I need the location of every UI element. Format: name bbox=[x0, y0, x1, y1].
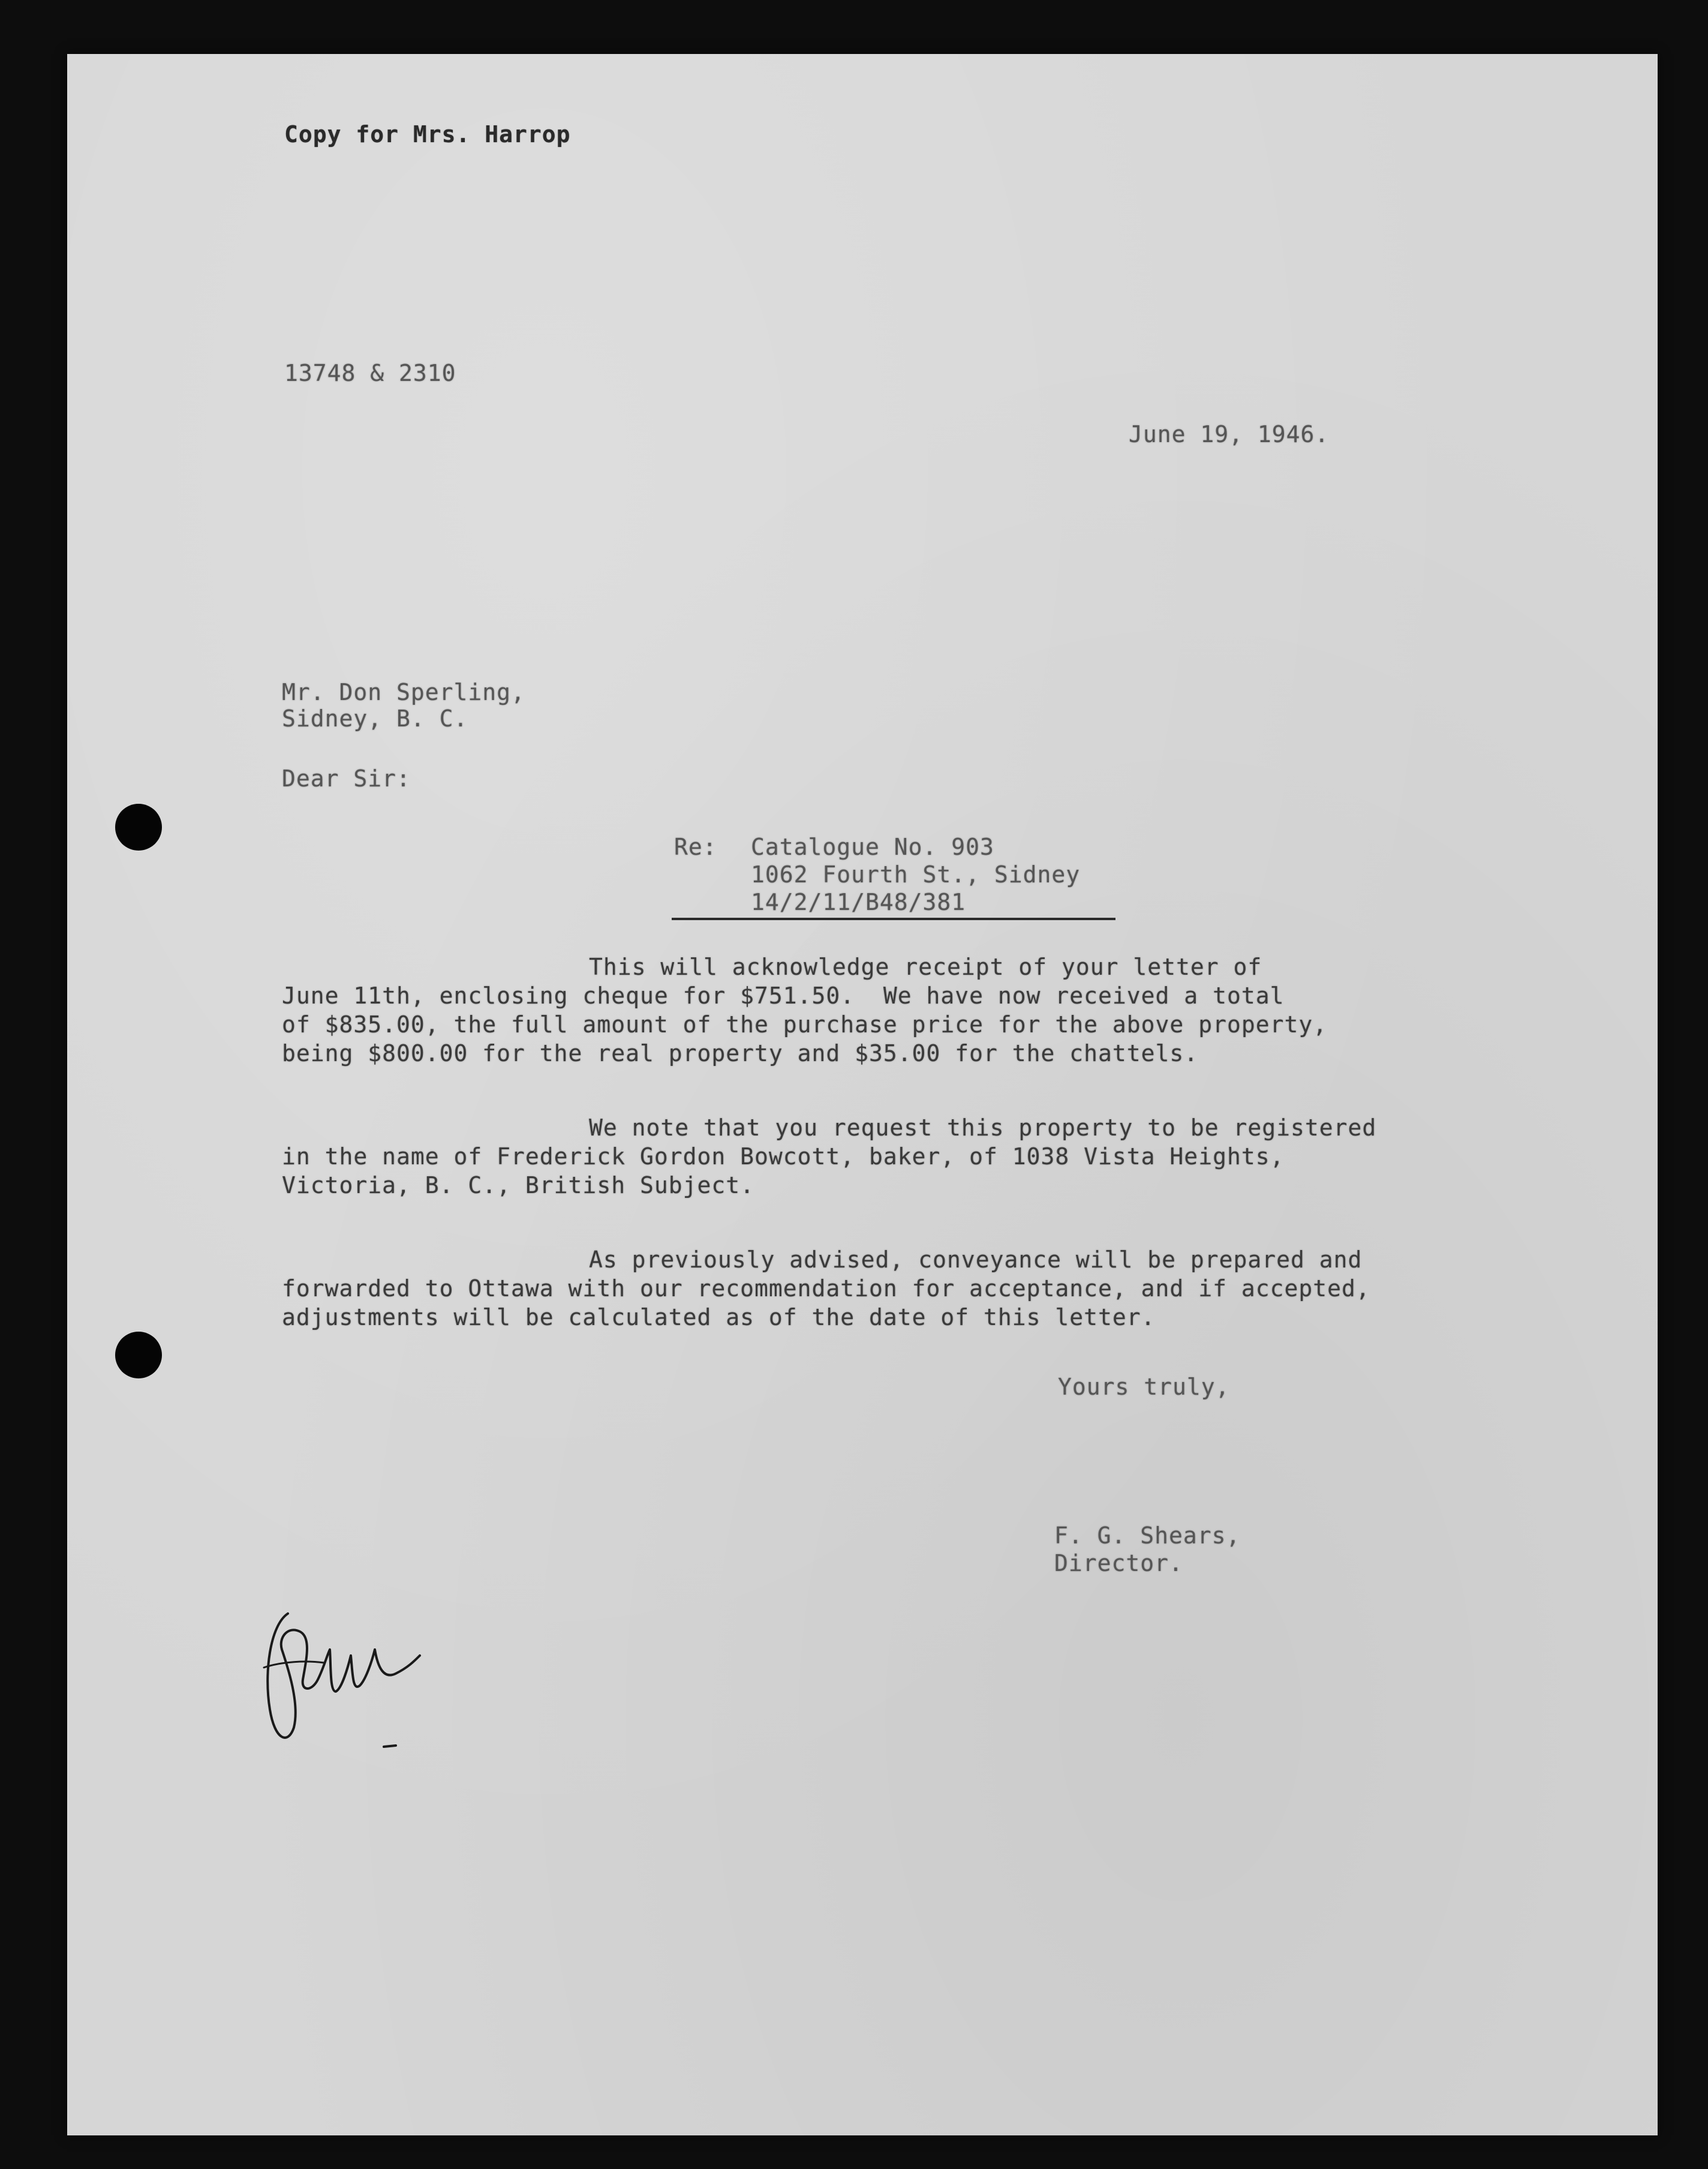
paragraph-2-line-3: Victoria, B. C., British Subject. bbox=[282, 1172, 754, 1198]
paragraph-1-line-2: June 11th, enclosing cheque for $751.50. We have now received a total bbox=[282, 983, 1285, 1009]
re-catalogue: Catalogue No. 903 bbox=[751, 834, 994, 860]
paragraph-3-line-3: adjustments will be calculated as of the date of this letter. bbox=[282, 1304, 1156, 1330]
paragraph-2-line-2: in the name of Frederick Gordon Bowcott, baker, of 1038 Vista Heights, bbox=[282, 1143, 1285, 1170]
re-address: 1062 Fourth St., Sidney bbox=[751, 861, 1081, 888]
re-file-number: 14/2/11/B48/381 bbox=[751, 889, 966, 915]
addressee-location: Sidney, B. C. bbox=[282, 705, 468, 732]
paragraph-1-line-4: being $800.00 for the real property and $35.00 for the chattels. bbox=[282, 1040, 1199, 1067]
letter-date: June 19, 1946. bbox=[1129, 421, 1330, 447]
paragraph-2-line-1: We note that you request this property to be registered bbox=[589, 1114, 1377, 1141]
re-prefix: Re: bbox=[674, 834, 717, 860]
signatory-title: Director. bbox=[1054, 1550, 1183, 1576]
file-reference: 13748 & 2310 bbox=[284, 360, 456, 386]
punch-hole-lower bbox=[115, 1332, 162, 1378]
closing: Yours truly, bbox=[1058, 1374, 1230, 1400]
paragraph-3-line-1: As previously advised, conveyance will be prepared and bbox=[589, 1246, 1363, 1273]
paragraph-3-line-2: forwarded to Ottawa with our recommendation for acceptance, and if accepted, bbox=[282, 1275, 1370, 1302]
punch-hole-upper bbox=[115, 804, 162, 851]
copy-note: Copy for Mrs. Harrop bbox=[284, 121, 571, 148]
re-underline bbox=[672, 918, 1115, 920]
addressee-name: Mr. Don Sperling, bbox=[282, 679, 525, 705]
paragraph-1-line-1: This will acknowledge receipt of your letter of bbox=[589, 954, 1262, 980]
salutation: Dear Sir: bbox=[282, 765, 411, 792]
signatory-name: F. G. Shears, bbox=[1054, 1522, 1241, 1549]
paragraph-1-line-3: of $835.00, the full amount of the purchase price for the above property, bbox=[282, 1011, 1328, 1038]
handwritten-initials bbox=[246, 1590, 438, 1758]
letter-page bbox=[67, 54, 1658, 2135]
